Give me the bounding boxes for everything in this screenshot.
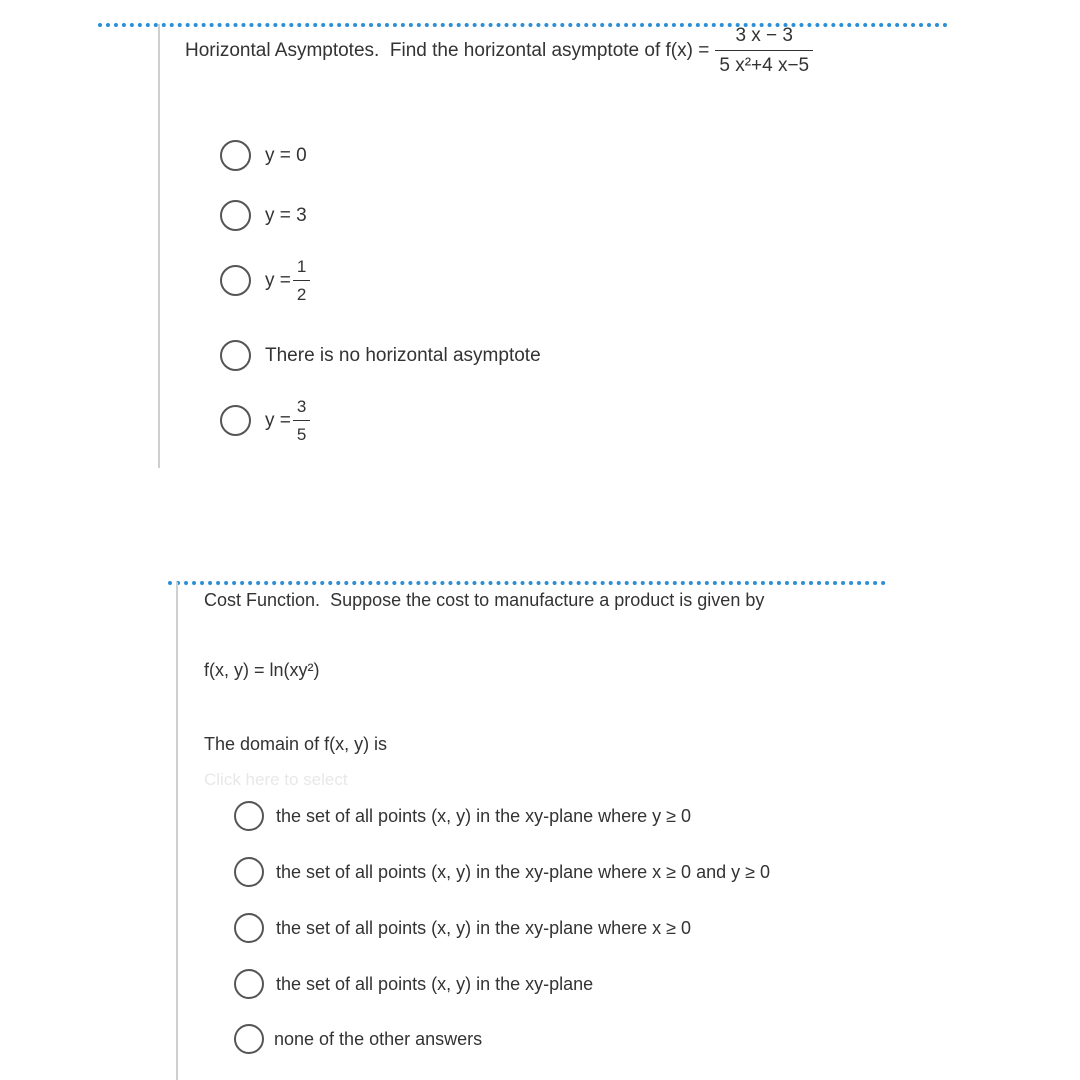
q1-option-5-lhs: y = [265,409,291,431]
q2-top-dotted-divider [168,581,886,585]
q2-option-2-radio[interactable] [234,857,264,887]
q2-function: f(x, y) = ln(xy²) [204,660,320,680]
q2-option-1-label: the set of all points (x, y) in the xy-plane where y ≥ 0 [276,805,692,826]
q2-option-1[interactable] [234,801,691,831]
q2-question [204,590,764,611]
q1-left-border [158,24,160,468]
q2-prefix: Cost Function. [204,590,321,610]
q2-option-2-label: the set of all points (x, y) in the xy-plane where x ≥ 0 and y ≥ 0 [276,861,770,882]
q2-stem: Suppose the cost to manufacture a product is given by [330,590,765,610]
q1-option-5-numerator: 3 [296,397,307,416]
q1-option-5-denominator: 5 [296,425,307,444]
q1-fraction-denominator: 5 x²+4 x−5 [719,55,810,76]
q1-option-3[interactable] [220,258,310,303]
q1-option-3-radio[interactable] [220,265,251,296]
q1-question [185,26,813,75]
q1-prefix: Horizontal Asymptotes. [185,39,380,61]
q1-option-3-lhs: y = [265,269,291,291]
q1-option-3-numerator: 1 [296,257,307,276]
q1-stem: Find the horizontal asymptote of [389,39,661,61]
q2-option-1-radio[interactable] [234,801,264,831]
q2-option-4[interactable] [234,969,593,999]
q2-option-3-radio[interactable] [234,913,264,943]
q1-option-5[interactable] [220,398,310,443]
q1-option-3-bar [293,280,310,281]
q1-fraction-bar [715,50,813,51]
q1-option-5-fraction [293,398,310,443]
q1-option-3-label [265,258,310,303]
q2-option-4-radio[interactable] [234,969,264,999]
q2-option-5[interactable] [234,1024,482,1054]
q1-fraction [715,26,813,75]
q1-option-1[interactable] [220,140,307,171]
q1-option-1-label: y = 0 [265,144,307,166]
q1-func-lhs: f(x) = [665,39,710,61]
q2-option-3-label: the set of all points (x, y) in the xy-plane where x ≥ 0 [276,917,692,938]
q1-option-3-fraction [293,258,310,303]
q1-option-5-radio[interactable] [220,405,251,436]
q2-option-3[interactable] [234,913,691,943]
q2-dropdown-hint[interactable]: Click here to select [204,770,348,789]
q1-option-3-denominator: 2 [296,285,307,304]
q2-option-2[interactable] [234,857,770,887]
q1-option-4[interactable] [220,340,541,371]
q1-option-5-bar [293,420,310,421]
q1-option-2-label: y = 3 [265,204,307,226]
q1-option-1-radio[interactable] [220,140,251,171]
q1-option-4-radio[interactable] [220,340,251,371]
q2-domain-prompt: The domain of f(x, y) is [204,734,388,754]
q2-left-border [176,582,178,1080]
q1-option-4-label: There is no horizontal asymptote [265,344,541,366]
q1-option-5-label [265,398,310,443]
q2-option-5-radio[interactable] [234,1024,264,1054]
q1-option-2-radio[interactable] [220,200,251,231]
q2-option-5-label: none of the other answers [274,1028,483,1049]
q1-option-2[interactable] [220,200,307,231]
q2-option-4-label: the set of all points (x, y) in the xy-plane [276,973,594,994]
q1-fraction-numerator: 3 x − 3 [735,25,794,46]
